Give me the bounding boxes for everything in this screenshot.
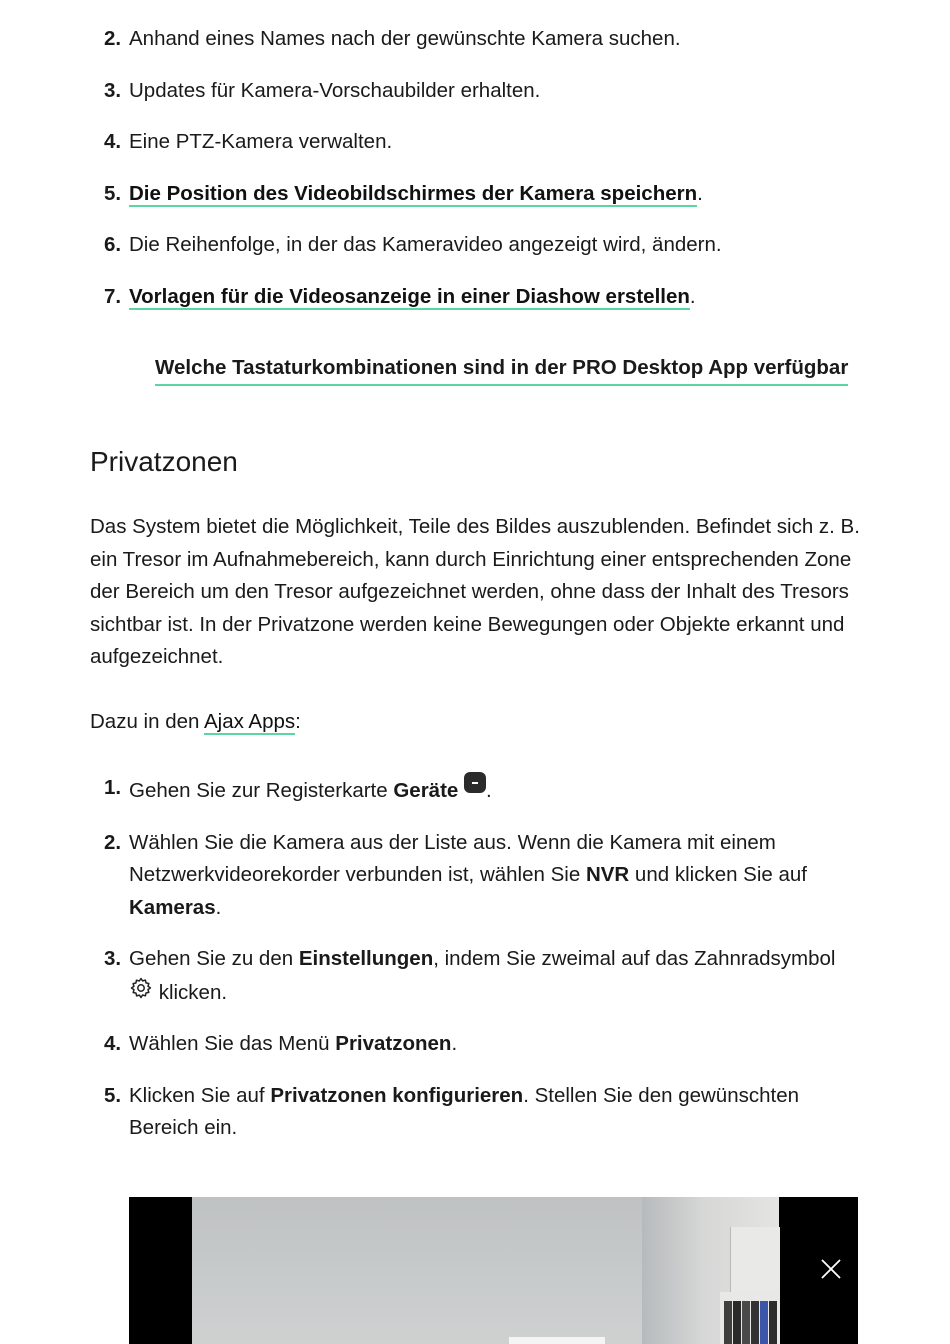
slideshow-templates-link[interactable]: Vorlagen für die Videosanzeige in einer Diashow erstellen bbox=[129, 284, 690, 308]
list-item: 6. Die Reihenfolge, in der das Kameravideo angezeigt wird, ändern. bbox=[104, 233, 722, 256]
intro-paragraph: Das System bietet die Möglichkeit, Teile des Bildes auszublenden. Befindet sich z. B. ein Tresor im Aufnahmebereich, kann durch Einrichtung einer entsprechenden Zone der Bereich um den Tresor aufgezeichnet werden, ohne dass der Inhalt des Tresors sichtbar ist. In der Privatzone werden keine Bewegungen oder Objekte erkannt und aufgezeichnet. bbox=[90, 515, 860, 668]
binder bbox=[751, 1301, 759, 1344]
binder bbox=[724, 1301, 732, 1344]
steps-list bbox=[90, 772, 860, 1145]
gear-icon bbox=[129, 976, 153, 1000]
binder bbox=[769, 1301, 777, 1344]
feature-list bbox=[90, 23, 860, 313]
camera-screenshot bbox=[129, 1197, 858, 1344]
list-item: 2. Wählen Sie die Kamera aus der Liste aus. Wenn die Kamera mit einem Netzwerkvideorekorder verbunden ist, wählen Sie NVR und klicken Sie auf Kameras. bbox=[104, 830, 808, 919]
list-item: 2. Anhand eines Names nach der gewünschte Kamera suchen. bbox=[104, 27, 681, 50]
save-position-link[interactable]: Die Position des Videobildschirmes der Kamera speichern bbox=[129, 181, 698, 205]
privacy-zone-handle[interactable] bbox=[509, 1337, 605, 1344]
list-item: 3. Gehen Sie zu den Einstellungen, indem Sie zweimal auf das Zahnradsymbol klicken. bbox=[104, 947, 836, 1004]
close-icon[interactable] bbox=[820, 1258, 842, 1280]
section-title: Privatzonen bbox=[90, 446, 238, 477]
list-item: 4. Wählen Sie das Menü Privatzonen. bbox=[104, 1032, 458, 1055]
binder bbox=[760, 1301, 768, 1344]
list-item: 5. Die Position des Videobildschirmes der Kamera speichern. bbox=[104, 181, 703, 205]
apps-line: Dazu in den Ajax Apps: bbox=[90, 710, 301, 733]
binder bbox=[733, 1301, 741, 1344]
list-item: 5. Klicken Sie auf Privatzonen konfigurieren. Stellen Sie den gewünschten Bereich ein. bbox=[104, 1083, 800, 1139]
list-item: 3. Updates für Kamera-Vorschaubilder erhalten. bbox=[104, 78, 541, 102]
camera-view bbox=[192, 1197, 779, 1344]
list-item: 4. Eine PTZ-Kamera verwalten. bbox=[104, 130, 393, 153]
list-item: 7. Vorlagen für die Videosanzeige in einer Diashow erstellen. bbox=[104, 284, 696, 308]
list-item: 1. Gehen Sie zur Registerkarte Geräte . bbox=[90, 772, 860, 808]
keyboard-shortcuts-link[interactable]: Welche Tastaturkombinationen sind in der PRO Desktop App verfügbar bbox=[155, 352, 848, 386]
ajax-apps-link[interactable]: Ajax Apps bbox=[203, 710, 296, 733]
devices-icon bbox=[464, 772, 486, 793]
binder bbox=[742, 1301, 750, 1344]
